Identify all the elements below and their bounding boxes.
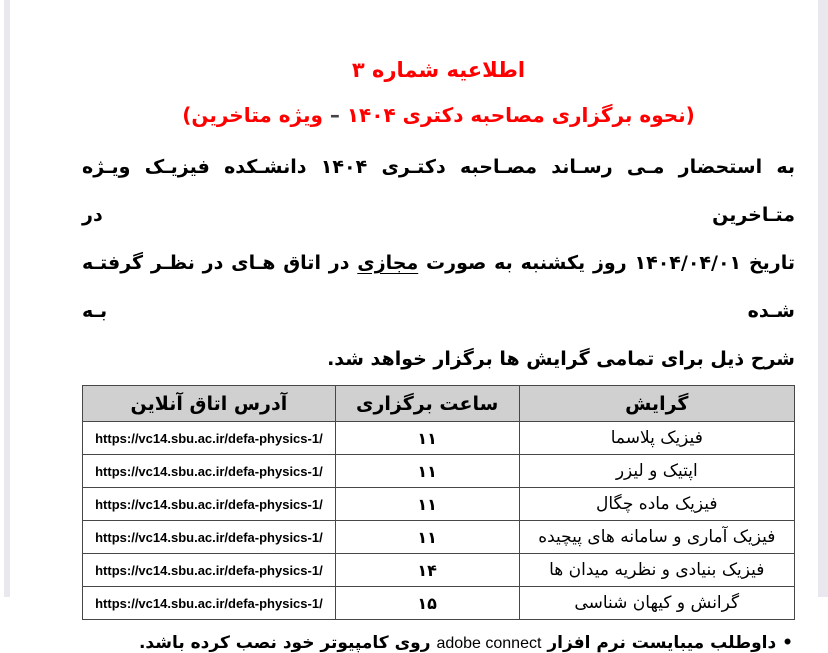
cell-time: ۱۱ <box>335 488 519 521</box>
table-row <box>83 554 795 587</box>
paragraph-line-2 <box>82 239 795 335</box>
paragraph-line-3: شرح ذیل برای تمامی گرایش ها برگزار خواهد شد. <box>327 348 795 370</box>
table-row <box>83 422 795 455</box>
subtitle-text-right: (نحوه برگزاری مصاحبه دکتری ۱۴۰۴ <box>339 103 695 127</box>
cell-url: https://vc14.sbu.ac.ir/defa-physics-1/ <box>83 554 336 587</box>
note-text-right: داوطلب میبایست نرم افزار <box>541 633 777 653</box>
intro-paragraph <box>82 143 795 383</box>
cell-url: https://vc14.sbu.ac.ir/defa-physics-1/ <box>83 455 336 488</box>
cell-field: فیزیک بنیادی و نظریه میدان ها <box>519 554 794 587</box>
cell-field: فیزیک ماده چگال <box>519 488 794 521</box>
cell-url: https://vc14.sbu.ac.ir/defa-physics-1/ <box>83 422 336 455</box>
cell-time: ۱۱ <box>335 422 519 455</box>
subtitle-text-left: ویژه متاخرین) <box>182 103 330 127</box>
virtual-word-underlined: مجازی <box>357 252 419 274</box>
announcement-subtitle <box>82 103 795 127</box>
table-row <box>83 488 795 521</box>
page-right-edge <box>818 0 828 597</box>
cell-url: https://vc14.sbu.ac.ir/defa-physics-1/ <box>83 521 336 554</box>
column-header-url: آدرس اتاق آنلاین <box>83 386 336 422</box>
cell-time: ۱۱ <box>335 521 519 554</box>
schedule-table-body <box>83 422 795 620</box>
cell-field: فیزیک آماری و سامانه های پیچیده <box>519 521 794 554</box>
cell-time: ۱۱ <box>335 455 519 488</box>
table-row <box>83 455 795 488</box>
page-left-edge <box>4 0 10 597</box>
schedule-table <box>82 385 795 620</box>
cell-field: فیزیک پلاسما <box>519 422 794 455</box>
table-row <box>83 587 795 620</box>
paragraph-line-1: به استحضار مـی رسـاند مصـاحبه دکتـری ۱۴۰۴ دانشـکده فیزیـک ویـژه متـاخرین در <box>82 156 795 226</box>
announcement-title: اطلاعیه شماره ۳ <box>351 58 526 82</box>
column-header-field: گرایش <box>519 386 794 422</box>
header-row <box>83 386 795 422</box>
cell-url: https://vc14.sbu.ac.ir/defa-physics-1/ <box>83 587 336 620</box>
install-note <box>82 633 795 653</box>
paragraph-line2-before: تاریخ ۱۴۰۴/۰۴/۰۱ روز یکشنبه به صورت <box>418 252 796 274</box>
column-header-time: ساعت برگزاری <box>335 386 519 422</box>
note-text-left: روی کامپیوتر خود نصب کرده باشد. <box>138 633 437 653</box>
document-content <box>82 0 795 653</box>
cell-time: ۱۴ <box>335 554 519 587</box>
paragraph-line2-after: در اتاق هـای در نظـر گرفتـه شـده بـه <box>82 252 795 322</box>
table-row <box>83 521 795 554</box>
schedule-table-header <box>83 386 795 422</box>
subtitle-dash: – <box>329 103 340 127</box>
cell-url: https://vc14.sbu.ac.ir/defa-physics-1/ <box>83 488 336 521</box>
note-adobe-connect: adobe connect <box>436 635 542 652</box>
cell-field: گرانش و کیهان شناسی <box>519 587 794 620</box>
cell-field: اپتیک و لیزر <box>519 455 794 488</box>
cell-time: ۱۵ <box>335 587 519 620</box>
note-bullet: • <box>782 633 793 653</box>
